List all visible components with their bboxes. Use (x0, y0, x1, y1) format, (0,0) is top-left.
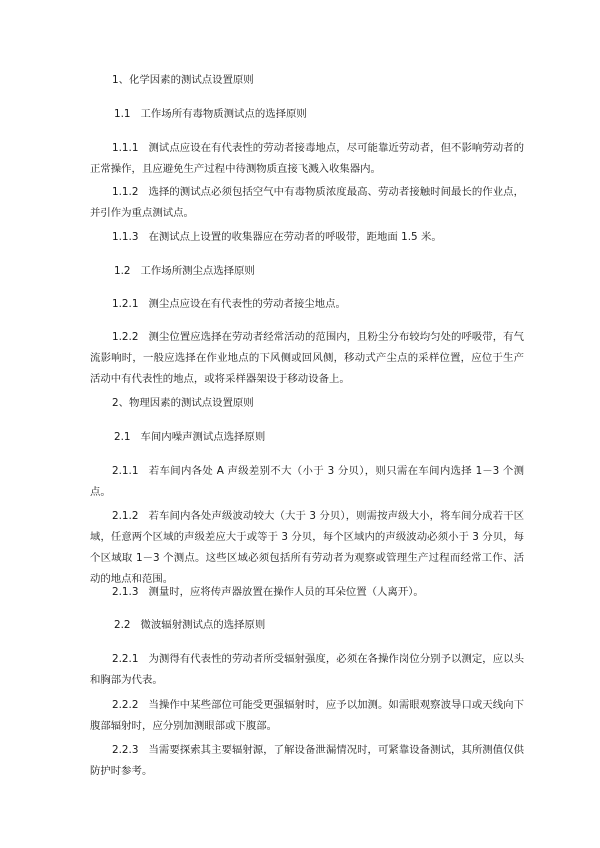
item-number: 2.1.2 (112, 510, 139, 522)
item-text: 若车间内各处 A 声级差别不大（小于 3 分贝），则只需在车间内选择 1－3 个测点。 (90, 465, 524, 498)
item-text: 测尘点应设在有代表性的劳动者接尘地点。 (148, 298, 346, 310)
item-2-1-3 (90, 582, 524, 603)
item-2-1-2 (90, 506, 524, 590)
subsection-title: 工作场所有毒物质测试点的选择原则 (140, 108, 307, 120)
item-number: 2.2.3 (112, 744, 139, 756)
subsection-number: 1.2 (114, 265, 131, 277)
item-number: 1.2.1 (112, 298, 139, 310)
item-number: 2.2.1 (112, 653, 139, 665)
item-number: 1.1.3 (112, 231, 139, 243)
item-1-1-1 (90, 138, 524, 180)
subsection-title: 车间内噪声测试点选择原则 (140, 431, 266, 443)
item-text: 在测试点上设置的收集器应在劳动者的呼吸带，距地面 1.5 米。 (148, 231, 442, 243)
item-number: 1.2.2 (112, 331, 139, 343)
item-number: 1.1.1 (112, 142, 139, 154)
item-1-2-2 (90, 327, 524, 390)
item-number: 2.1.3 (112, 586, 139, 598)
item-number: 2.1.1 (112, 465, 139, 477)
item-1-2-1 (90, 294, 524, 315)
subsection-heading-1-2 (90, 261, 524, 282)
item-2-2-1 (90, 649, 524, 691)
item-2-1-1 (90, 461, 524, 503)
subsection-heading-2-1 (90, 427, 524, 448)
item-text: 测量时，应将传声器放置在操作人员的耳朵位置（人离开）。 (148, 586, 424, 598)
item-text: 当需要探索其主要辐射源，了解设备泄漏情况时，可紧靠设备测试，其所测值仅供防护时参考。 (90, 744, 524, 777)
subsection-number: 1.1 (114, 108, 131, 120)
item-1-1-2 (90, 182, 524, 224)
item-number: 1.1.2 (112, 186, 139, 198)
item-text: 测尘位置应选择在劳动者经常活动的范围内，且粉尘分布较均匀处的呼吸带，有气流影响时，一般应选择在作业地点的下风侧或回风侧，移动式产尘点的采样位置，应位于生产活动中有代表性的地点，或将采样器架设于移动设备上。 (90, 331, 524, 385)
section-heading-2: 2、物理因素的测试点设置原则 (112, 397, 254, 409)
section-heading-1: 1、化学因素的测试点设置原则 (112, 74, 254, 86)
item-1-1-3 (90, 227, 524, 248)
subsection-heading-2-2 (90, 615, 524, 636)
subsection-number: 2.1 (114, 431, 131, 443)
item-text: 测试点应设在有代表性的劳动者接毒地点，尽可能靠近劳动者，但不影响劳动者的正常操作，且应避免生产过程中待测物质直接飞溅入收集器内。 (90, 142, 524, 175)
item-2-2-2 (90, 695, 524, 737)
subsection-title: 微波辐射测试点的选择原则 (140, 619, 266, 631)
item-text: 为测得有代表性的劳动者所受辐射强度，必须在各操作岗位分别予以测定，应以头和胸部为代表。 (90, 653, 524, 686)
subsection-number: 2.2 (114, 619, 131, 631)
subsection-title: 工作场所测尘点选择原则 (140, 265, 255, 277)
item-2-2-3 (90, 740, 524, 782)
item-number: 2.2.2 (112, 699, 139, 711)
item-text: 若车间内各处声级波动较大（大于 3 分贝），则需按声级大小，将车间分成若干区域，任意两个区域的声级差应大于或等于 3 分贝，每个区域内的声级波动必须小于 3 分贝，每个区域取 1－3 个测点。这些区域必须包括所有劳动者为观察或管理生产过程而经常工作、活动的地点和范围。 (90, 510, 524, 585)
item-text: 当操作中某些部位可能受更强辐射时，应予以加测。如需眼观察波导口或天线向下腹部辐射时，应分别加测眼部或下腹部。 (90, 699, 524, 732)
subsection-heading-1-1 (90, 104, 524, 125)
item-text: 选择的测试点必须包括空气中有毒物质浓度最高、劳动者接触时间最长的作业点，并引作为重点测试点。 (90, 186, 524, 219)
